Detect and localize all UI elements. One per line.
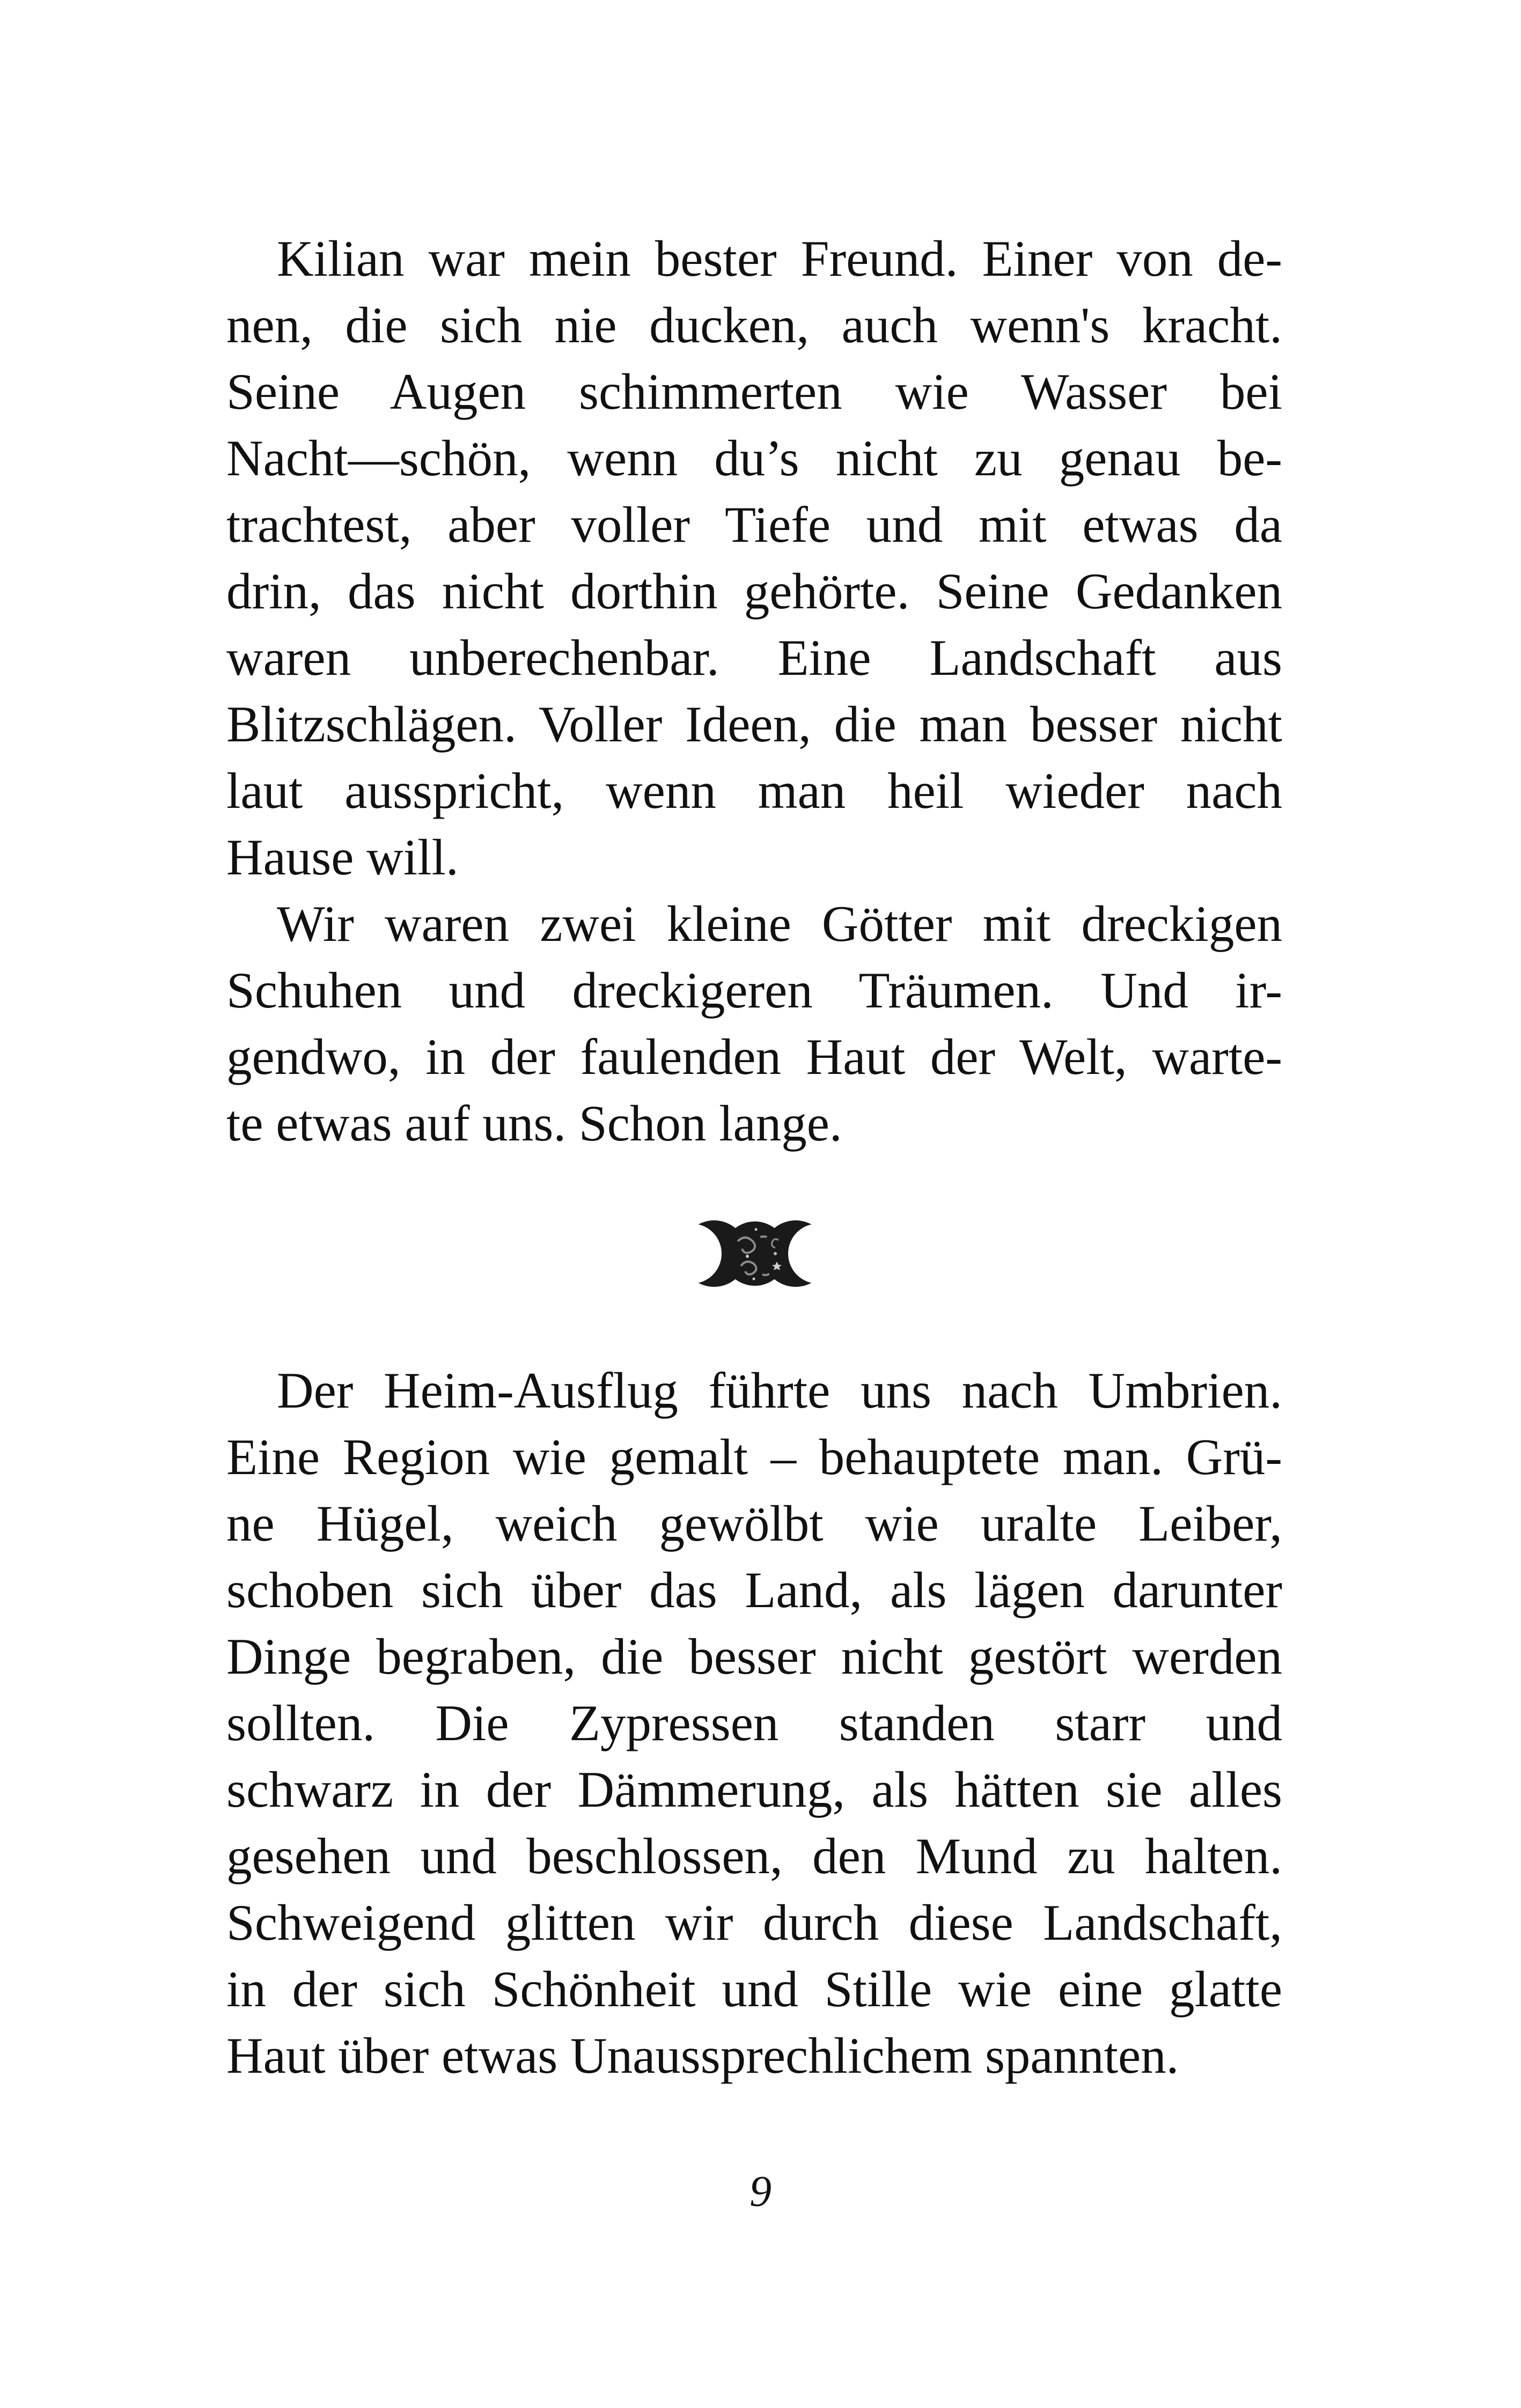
text-line: schwarz in der Dämmerung, als hätten sie alles <box>226 1761 1282 1818</box>
text-line: Der Heim-Ausflug führte uns nach Umbrien. <box>277 1362 1282 1419</box>
text-line: Hause will. <box>226 829 459 886</box>
text-line: laut ausspricht, wenn man heil wieder nach <box>226 762 1282 819</box>
text-line: Dinge begraben, die besser nicht gestört werden <box>226 1628 1282 1685</box>
text-line: Nacht—schön, wenn du’s nicht zu genau be- <box>226 430 1282 487</box>
paragraph <box>226 225 1282 890</box>
text-line: drin, das nicht dorthin gehörte. Seine Gedanken <box>226 563 1282 620</box>
text-section-2 <box>226 1357 1282 2089</box>
text-line: nen, die sich nie ducken, auch wenn's kracht. <box>226 297 1282 354</box>
text-section-1 <box>226 225 1282 1157</box>
paragraph <box>226 1357 1282 2089</box>
text-line: ne Hügel, weich gewölbt wie uralte Leiber, <box>226 1495 1282 1552</box>
paragraph <box>226 890 1282 1157</box>
page-number: 9 <box>750 2167 771 2215</box>
text-line: schoben sich über das Land, als lägen darunter <box>226 1562 1282 1618</box>
text-line: waren unberechenbar. Eine Landschaft aus <box>226 629 1282 686</box>
text-line: gendwo, in der faulenden Haut der Welt, warte- <box>226 1028 1282 1085</box>
text-line: Schuhen und dreckigeren Träumen. Und ir- <box>226 962 1282 1019</box>
text-line: in der sich Schönheit und Stille wie eine glatte <box>226 1961 1282 2017</box>
text-line: Seine Augen schimmerten wie Wasser bei <box>226 363 1282 420</box>
triple-moon-icon <box>669 1213 841 1294</box>
text-line: Eine Region wie gemalt – behauptete man. Grü- <box>226 1428 1282 1485</box>
text-line: Kilian war mein bester Freund. Einer von de- <box>277 230 1282 287</box>
text-line: Wir waren zwei kleine Götter mit dreckigen <box>277 895 1282 952</box>
waning-crescent-icon <box>669 1213 841 1294</box>
text-line: Haut über etwas Unaussprechlichem spannten. <box>226 2027 1179 2084</box>
text-line: gesehen und beschlossen, den Mund zu halten. <box>226 1828 1282 1884</box>
text-line: Blitzschlägen. Voller Ideen, die man besser nicht <box>226 696 1282 753</box>
text-line: trachtest, aber voller Tiefe und mit etwas da <box>226 496 1282 553</box>
text-line: sollten. Die Zypressen standen starr und <box>226 1695 1282 1751</box>
text-line: te etwas auf uns. Schon lange. <box>226 1095 842 1152</box>
text-line: Schweigend glitten wir durch diese Landschaft, <box>226 1894 1282 1951</box>
